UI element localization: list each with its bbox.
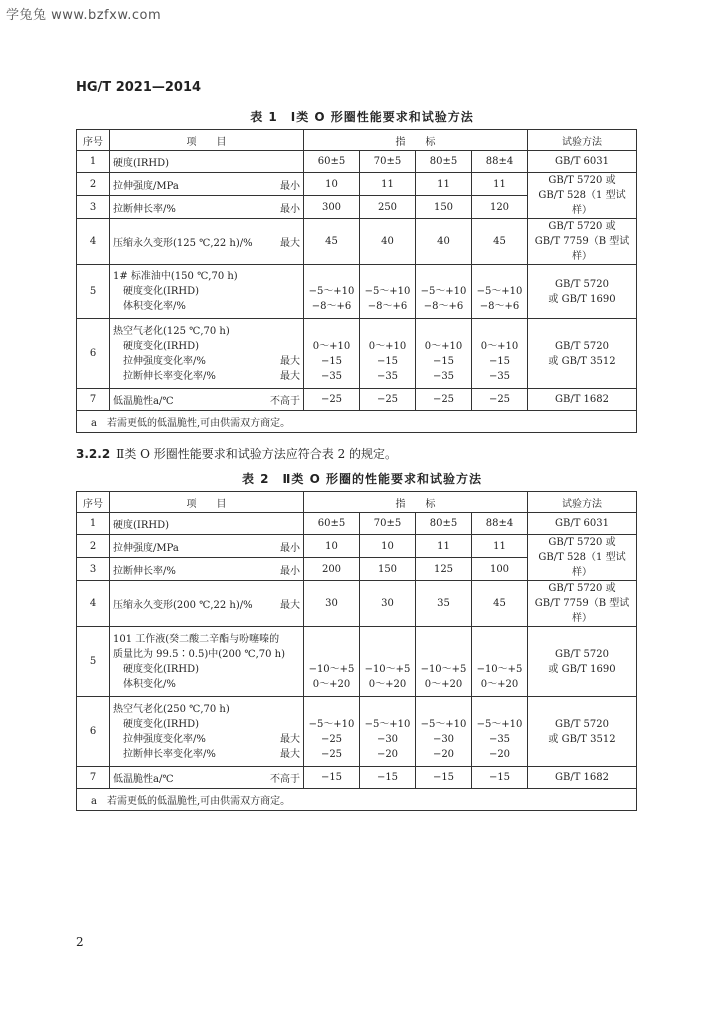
clause — [76, 445, 397, 462]
value: 60±5 — [304, 151, 360, 173]
item-label: 低温脆性a/℃ — [113, 396, 174, 407]
limit-label: 最小 — [280, 565, 300, 577]
value — [304, 697, 360, 767]
table-row — [77, 627, 637, 697]
value-line: −5～+10 — [364, 718, 411, 730]
item-line: 101 工作液(癸二酸二辛酯与吩噻嗪的 — [113, 633, 280, 645]
value: 11 — [472, 173, 528, 196]
method-line: GB/T 5720 — [554, 718, 609, 730]
row-item — [110, 389, 304, 411]
item-label: 拉伸强度/MPa — [113, 180, 179, 192]
item-line: 体积变化/% — [123, 678, 176, 690]
value: 11 — [472, 535, 528, 558]
table2-caption: 表 2 Ⅱ类 O 形圈的性能要求和试验方法 — [242, 472, 482, 486]
value: −25 — [304, 389, 360, 411]
clause-number: 3.2.2 — [76, 447, 111, 461]
value — [416, 319, 472, 389]
value: −25 — [360, 389, 416, 411]
standard-number: HG/T 2021—2014 — [76, 80, 202, 95]
method-line: GB/T 528（1 型试样） — [538, 552, 626, 578]
value-line: 0～+10 — [424, 340, 463, 352]
value-line: −5～+10 — [476, 286, 523, 297]
value-line: 0～+10 — [480, 340, 519, 352]
method-line: GB/T 7759（B 型试样） — [534, 236, 630, 262]
value: 200 — [304, 558, 360, 581]
method: GB/T 6031 — [528, 151, 637, 173]
value — [472, 627, 528, 697]
table-row — [77, 513, 637, 535]
method — [528, 581, 637, 627]
method: GB/T 1682 — [528, 389, 637, 411]
value: 11 — [360, 173, 416, 196]
value — [472, 697, 528, 767]
limit-label: 最小 — [280, 542, 300, 554]
col-method: 试验方法 — [528, 130, 637, 151]
method-line: GB/T 5720 — [554, 278, 609, 290]
table-row — [77, 319, 637, 389]
value-line: 0～+20 — [312, 678, 351, 690]
item-line: 体积变化率/% — [123, 301, 186, 312]
table-row — [77, 767, 637, 789]
limit-label: 最大 — [280, 238, 300, 249]
item-label: 压缩永久变形(200 ℃,22 h)/% — [113, 600, 253, 611]
value-line: −15 — [432, 355, 455, 367]
col-no: 序号 — [77, 130, 110, 151]
value: 11 — [416, 535, 472, 558]
item-label: 压缩永久变形(125 ℃,22 h)/% — [113, 238, 253, 249]
value — [472, 265, 528, 319]
value: 45 — [472, 581, 528, 627]
value-line: −10～+5 — [364, 663, 411, 675]
value: −15 — [360, 767, 416, 789]
value-line: −5～+10 — [420, 286, 467, 297]
row-no: 5 — [77, 627, 110, 697]
item-label: 拉断伸长率/% — [113, 203, 176, 215]
table-row — [77, 173, 637, 196]
method-line: GB/T 7759（B 型试样） — [534, 598, 630, 624]
row-item — [110, 627, 304, 697]
row-no: 7 — [77, 389, 110, 411]
value-line: −8～+6 — [479, 301, 520, 312]
item-label: 低温脆性a/℃ — [113, 774, 174, 785]
method-line: GB/T 528（1 型试样） — [538, 190, 626, 216]
value-line: −35 — [320, 370, 343, 382]
row-item: 硬度(IRHD) — [110, 513, 304, 535]
table-footnote — [77, 411, 637, 433]
limit-label: 最大 — [280, 748, 300, 760]
method — [528, 173, 637, 219]
value-line: −35 — [488, 370, 511, 382]
row-no: 6 — [77, 697, 110, 767]
value-line: −15 — [320, 355, 343, 367]
row-item — [110, 319, 304, 389]
value-line: −30 — [432, 733, 455, 745]
item-line: 拉断伸长率变化率/% — [123, 370, 216, 382]
value: 45 — [472, 219, 528, 265]
row-item — [110, 535, 304, 558]
value: 40 — [416, 219, 472, 265]
method: GB/T 6031 — [528, 513, 637, 535]
value: 10 — [360, 535, 416, 558]
table-row — [77, 581, 637, 627]
value-line: −20 — [432, 748, 455, 760]
value: 70±5 — [360, 151, 416, 173]
value: −25 — [416, 389, 472, 411]
method — [528, 219, 637, 265]
value: 150 — [360, 558, 416, 581]
item-line: 拉伸强度变化率/% — [123, 355, 206, 367]
value-line: −20 — [376, 748, 399, 760]
row-no: 1 — [77, 513, 110, 535]
value-line: 0～+10 — [368, 340, 407, 352]
value: 60±5 — [304, 513, 360, 535]
limit-label: 最大 — [280, 355, 300, 367]
method — [528, 627, 637, 697]
col-indicators: 指 标 — [304, 130, 528, 151]
value: 10 — [304, 173, 360, 196]
item-line: 拉断伸长率变化率/% — [123, 748, 216, 760]
col-indicators: 指 标 — [304, 492, 528, 513]
limit-label: 最小 — [280, 203, 300, 215]
method — [528, 319, 637, 389]
row-item — [110, 265, 304, 319]
value-line: −25 — [320, 748, 343, 760]
value: 80±5 — [416, 513, 472, 535]
value: 30 — [360, 581, 416, 627]
item-line: 质量比为 99.5∶0.5)中(200 ℃,70 h) — [113, 648, 286, 660]
value-line: −10～+5 — [308, 663, 355, 675]
limit-label: 不高于 — [270, 396, 300, 407]
table-footnote — [77, 789, 637, 811]
value: 10 — [304, 535, 360, 558]
method-line: GB/T 5720 — [554, 648, 609, 660]
footnote: a 若需更低的低温脆性,可由供需双方商定。 — [77, 789, 637, 811]
value: 40 — [360, 219, 416, 265]
value: −15 — [304, 767, 360, 789]
col-item: 项 目 — [110, 130, 304, 151]
method-line: GB/T 5720 或 — [548, 537, 616, 548]
row-item — [110, 697, 304, 767]
limit-label: 最大 — [280, 370, 300, 382]
table-row — [77, 535, 637, 558]
page-number: 2 — [76, 935, 84, 949]
item-line: 硬度变化(IRHD) — [123, 663, 200, 675]
value: 300 — [304, 196, 360, 219]
method-line: 或 GB/T 3512 — [548, 355, 616, 367]
value-line: −5～+10 — [476, 718, 523, 730]
row-no: 4 — [77, 219, 110, 265]
value-line: −10～+5 — [476, 663, 523, 675]
value — [416, 697, 472, 767]
value-line: −5～+10 — [420, 718, 467, 730]
value — [360, 319, 416, 389]
item-line: 热空气老化(125 ℃,70 h) — [113, 325, 230, 337]
value — [304, 627, 360, 697]
item-line: 拉伸强度变化率/% — [123, 733, 206, 745]
method-line: 或 GB/T 3512 — [548, 733, 616, 745]
row-no: 6 — [77, 319, 110, 389]
table1 — [76, 129, 637, 433]
method — [528, 535, 637, 581]
value: 88±4 — [472, 151, 528, 173]
row-item — [110, 558, 304, 581]
table-row — [77, 389, 637, 411]
value — [416, 627, 472, 697]
value: 45 — [304, 219, 360, 265]
row-no: 1 — [77, 151, 110, 173]
item-label: 拉伸强度/MPa — [113, 542, 179, 554]
limit-label: 不高于 — [270, 774, 300, 785]
table-row — [77, 265, 637, 319]
value-line: 0～+10 — [312, 340, 351, 352]
col-item: 项 目 — [110, 492, 304, 513]
table-header — [77, 130, 637, 151]
value-line: −8～+6 — [311, 301, 352, 312]
table-row — [77, 697, 637, 767]
method-line: GB/T 5720 — [554, 340, 609, 352]
value-line: −5～+10 — [364, 286, 411, 297]
value-line: −15 — [488, 355, 511, 367]
row-no: 2 — [77, 535, 110, 558]
row-no: 3 — [77, 558, 110, 581]
col-no: 序号 — [77, 492, 110, 513]
row-item — [110, 196, 304, 219]
value-line: −10～+5 — [420, 663, 467, 675]
value — [360, 697, 416, 767]
value: −25 — [472, 389, 528, 411]
value: 80±5 — [416, 151, 472, 173]
method-line: GB/T 5720 或 — [548, 221, 616, 232]
watermark: 学兔兔 www.bzfxw.com — [6, 8, 162, 23]
value: 125 — [416, 558, 472, 581]
method-line: GB/T 5720 或 — [548, 175, 616, 186]
table-row — [77, 151, 637, 173]
table2 — [76, 491, 637, 811]
method-line: GB/T 5720 或 — [548, 583, 616, 594]
value-line: 0～+20 — [368, 678, 407, 690]
row-no: 4 — [77, 581, 110, 627]
value — [360, 265, 416, 319]
row-item: 硬度(IRHD) — [110, 151, 304, 173]
value: 100 — [472, 558, 528, 581]
row-no: 2 — [77, 173, 110, 196]
value-line: 0～+20 — [424, 678, 463, 690]
value-line: −35 — [432, 370, 455, 382]
table-header — [77, 492, 637, 513]
value: 120 — [472, 196, 528, 219]
value: 11 — [416, 173, 472, 196]
value-line: −8～+6 — [367, 301, 408, 312]
col-method: 试验方法 — [528, 492, 637, 513]
value-line: −25 — [320, 733, 343, 745]
value: 30 — [304, 581, 360, 627]
limit-label: 最大 — [280, 600, 300, 611]
method: GB/T 1682 — [528, 767, 637, 789]
row-item — [110, 581, 304, 627]
value-line: −5～+10 — [308, 718, 355, 730]
value-line: −30 — [376, 733, 399, 745]
value — [304, 265, 360, 319]
table-row — [77, 219, 637, 265]
row-item — [110, 219, 304, 265]
item-line: 热空气老化(250 ℃,70 h) — [113, 703, 230, 715]
item-line: 硬度变化(IRHD) — [123, 340, 200, 352]
row-no: 5 — [77, 265, 110, 319]
value: 70±5 — [360, 513, 416, 535]
value: −15 — [416, 767, 472, 789]
footnote: a 若需更低的低温脆性,可由供需双方商定。 — [77, 411, 637, 433]
value-line: −20 — [488, 748, 511, 760]
value: 88±4 — [472, 513, 528, 535]
row-item — [110, 173, 304, 196]
value-line: −35 — [376, 370, 399, 382]
item-line: 1# 标准油中(150 ℃,70 h) — [113, 271, 238, 282]
method-line: 或 GB/T 1690 — [548, 293, 616, 305]
value: −15 — [472, 767, 528, 789]
row-no: 3 — [77, 196, 110, 219]
value-line: −8～+6 — [423, 301, 464, 312]
method-line: 或 GB/T 1690 — [548, 663, 616, 675]
item-line: 硬度变化(IRHD) — [123, 718, 200, 730]
value — [416, 265, 472, 319]
value-line: −5～+10 — [308, 286, 355, 297]
limit-label: 最小 — [280, 180, 300, 192]
value — [304, 319, 360, 389]
value-line: 0～+20 — [480, 678, 519, 690]
item-label: 拉断伸长率/% — [113, 565, 176, 577]
value: 250 — [360, 196, 416, 219]
value — [472, 319, 528, 389]
clause-text: Ⅱ类 O 形圈性能要求和试验方法应符合表 2 的规定。 — [116, 447, 398, 461]
method — [528, 265, 637, 319]
row-item — [110, 767, 304, 789]
method — [528, 697, 637, 767]
value-line: −35 — [488, 733, 511, 745]
item-line: 硬度变化(IRHD) — [123, 286, 200, 297]
value: 150 — [416, 196, 472, 219]
value: 35 — [416, 581, 472, 627]
table1-caption: 表 1 Ⅰ类 O 形圈性能要求和试验方法 — [250, 110, 474, 124]
value-line: −15 — [376, 355, 399, 367]
limit-label: 最大 — [280, 733, 300, 745]
value — [360, 627, 416, 697]
row-no: 7 — [77, 767, 110, 789]
